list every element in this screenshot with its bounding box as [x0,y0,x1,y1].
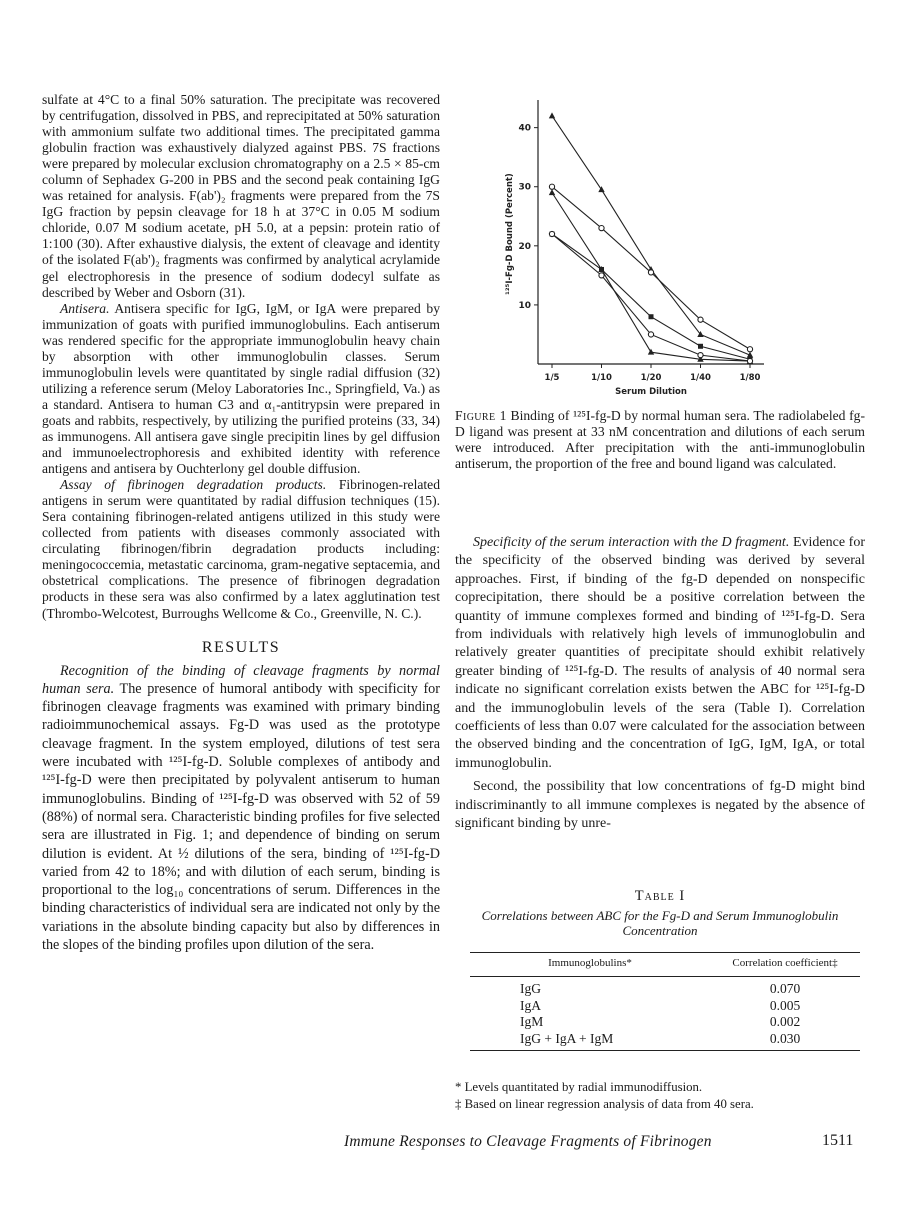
table-cell-value: 0.005 [769,997,801,1013]
y-tick-label: 30 [518,182,531,193]
table-cell-name: IgM [520,1014,544,1029]
specificity-text: Evidence for the specificity of the observed binding was derived by several approaches. First, if binding of the fg-D depended on nonspecific coprecipitation, there should be a positive correlation between the quantity of immune complexes formed and binding of ¹²⁵I-fg-D. Sera from individuals with relatively high levels of immunoglobulin and relatively greater quantities of precipitate should exhibit relatively greater binding of ¹²⁵I-fg-D. The results of analysis of 40 normal sera indicate no significant correlation exists betwen the ABC for ¹²⁵I-fg-D and the immunoglobulin levels of the sera (Table I). Correlation coefficients of less than 0.07 were calculated for the association between the observed binding and the concentration of IgG, IgM, IgA, or total immunoglobulin. [455,535,865,771]
data-point-circle [698,353,703,358]
table-cell-name: IgA [520,997,541,1013]
right-column [455,534,865,834]
table-header-correlation: Correlation coefficient‡ [710,953,860,977]
x-tick-label: 1/5 [544,373,560,383]
series-line [552,234,750,359]
methods-paragraph: sulfate at 4°C to a final 50% saturation. The precipitate was recovered by centrifugation, dissolved in PBS, and reprecipitated at 50% saturation with ammonium sulfate two additional times. The precipitated gamma globulin fraction was exhaustively dialyzed against PBS. 7S fractions were prepared by molecular exclusion chromatography on a 2.5 × 85-cm column of Sephadex G-200 in PBS and the second peak containing IgG was retained for analysis. F(ab')₂ fragments were prepared from the 7S IgG fraction by pepsin cleavage for 18 h at 37°C in 0.05 M sodium chloride, 0.07 M sodium acetate, pH 5.0, at a pepsin: protein ratio of 1:100 (30). After exhaustive dialysis, the extent of cleavage and identity of the isolated F(ab')₂ fragments was confirmed by analytical acrylamide gel electrophoresis in the presence of sodium dodecyl sulfate as described by Weber and Osborn (31). [42,92,440,300]
table-row [470,998,860,1015]
left-column [42,92,440,954]
table-footnote-regression: ‡ Based on linear regression analysis of data from 40 sera. [455,1097,754,1111]
data-point-circle [549,231,554,236]
fdp-assay-text: Fibrinogen-related antigens in serum were quantitated by radial diffusion techniques (15). Sera containing fibrinogen-related antigens utilized in this study were collected from patients with diseases commonly associated with circulating fibrinogen/fibrin degradation products including: meningococcemia, metastatic carcinoma, gram-negative septacemia, and obstetrical complications. The presence of fibrinogen degradation products in these sera was also confirmed by a latex agglutination test (Thrombo-Welcotest, Burroughs Wellcome & Co., Greenville, N. C.). [42,477,441,621]
correlation-table [470,952,860,1051]
data-point-circle [549,184,554,189]
x-tick-label: 1/20 [640,373,662,383]
series-line [552,116,750,355]
y-tick-label: 10 [518,300,531,311]
table-cell-value: 0.002 [769,1014,801,1029]
figure-caption-label: Figure 1 [455,408,507,423]
data-point-square [599,267,604,272]
data-point-circle [747,347,752,352]
antisera-text: Antisera specific for IgG, IgM, or IgA were prepared by immunization of goats with purified immunoglobulins. Each antiserum was rendered specific for the appropriate immunoglobulin heavy chain by absorption with other immunoglobulin classes. Serum immunoglobulin levels were quantitated by single radial diffusion (32) utilizing a reference serum (Meloy Laboratories Inc., Springfield, Va.) as a standard. Antisera to human C3 and α₁-antitrypsin were prepared in goats and rabbits, respectively, by utilizing the purified proteins (33, 34) as immunogens. All antisera gave single precipitin lines by gel diffusion and immunoelectrophoresis and exhibited identity with reference antigens and antisera by Ouchterlony gel double diffusion. [42,300,440,477]
table-cell-value: 0.070 [769,981,801,996]
data-point-triangle [549,112,555,118]
figure-1 [496,92,796,402]
figure-caption-text: Binding of ¹²⁵I-fg-D by normal human sera. The radiolabeled fg-D ligand was present at 33 nM concentration and dilutions of each serum were introduced. After precipitation with the anti-immunoglobulin antiserum, the proportion of the free and bound ligand was calculated. [455,408,865,472]
figure-caption [455,408,865,472]
table-row [470,1014,860,1031]
data-point-circle [599,225,604,230]
data-point-triangle [648,349,654,355]
y-axis-label: ¹²⁵I-Fg-D Bound (Percent) [505,173,515,295]
results-heading: RESULTS [201,638,281,656]
table-header-immunoglobulins: Immunoglobulins* [470,953,710,977]
fdp-assay-runin-heading: Assay of fibrinogen degradation products. [60,477,327,493]
second-approach-paragraph: Second, the possibility that low concentrations of fg-D might bind indiscriminantly to all immune complexes is negated by the absence of significant binding by unre- [455,779,865,832]
recognition-text: The presence of humoral antibody with specificity for fibrinogen cleavage fragments was examined with primary binding radioimmunochemical assays. Fg-D was used as the prototype cleavage fragment. In the system employed, dilutions of test sera were incubated with ¹²⁵I-fg-D. Soluble complexes of antibody and ¹²⁵I-fg-D were then precipitated by polyvalent antiserum to human immunoglobulins. Binding of ¹²⁵I-fg-D was observed with 52 of 59 (88%) of normal sera. Characteristic binding profiles for five selected sera are illustrated in Fig. 1; and dependence of binding on serum dilution is evident. At ½ dilutions of the sera, binding of ¹²⁵I-fg-D varied from 42 to 18%; and with dilution of each serum, binding is proportional to the log₁₀ concentrations of serum. Differences in the binding characteristics of individual sera are indicated not only by the variations in the absolute binding capacity but also by differences in the slopes of the binding profiles upon dilution of the sera. [42,680,440,954]
data-point-circle [648,270,653,275]
specificity-paragraph [455,534,865,773]
x-tick-label: 1/10 [591,373,612,383]
data-point-triangle [549,189,555,195]
table-row [470,1031,860,1051]
data-point-circle [648,332,653,337]
y-tick-label: 40 [518,123,531,134]
data-point-circle [747,358,752,363]
fdp-assay-paragraph [42,477,440,621]
data-point-square [698,344,703,349]
x-axis-label: Serum Dilution [615,387,687,397]
y-tick-label: 20 [518,241,531,252]
x-tick-label: 1/80 [739,373,761,383]
x-tick-label: 1/40 [690,373,711,383]
page-number: 1511 [822,1132,854,1149]
table-row [470,977,860,998]
data-point-circle [599,273,604,278]
binding-chart [496,92,796,402]
specificity-runin-heading: Specificity of the serum interaction with the D fragment. [473,535,790,550]
table-footnote-levels: * Levels quantitated by radial immunodiffusion. [455,1080,703,1094]
data-point-circle [698,317,703,322]
running-title: Immune Responses to Cleavage Fragments of Fibrinogen [344,1133,712,1150]
recognition-paragraph [42,662,440,955]
table-cell-name: IgG [520,981,541,996]
table-cell-name: IgG + IgA + IgM [470,1031,710,1051]
table-cell-value: 0.030 [710,1031,860,1051]
table-header-row [470,953,860,977]
data-point-square [649,314,654,319]
table-title: Table I [634,888,686,904]
series-line [552,234,750,361]
recognition-runin-heading: Recognition of the binding of cleavage fragments by normal human sera. [42,662,440,697]
antisera-paragraph [42,301,440,478]
table-subtitle: Correlations between ABC for the Fg-D and Serum Immunoglobulin Concentration [481,908,839,938]
antisera-runin-heading: Antisera. [60,300,110,316]
